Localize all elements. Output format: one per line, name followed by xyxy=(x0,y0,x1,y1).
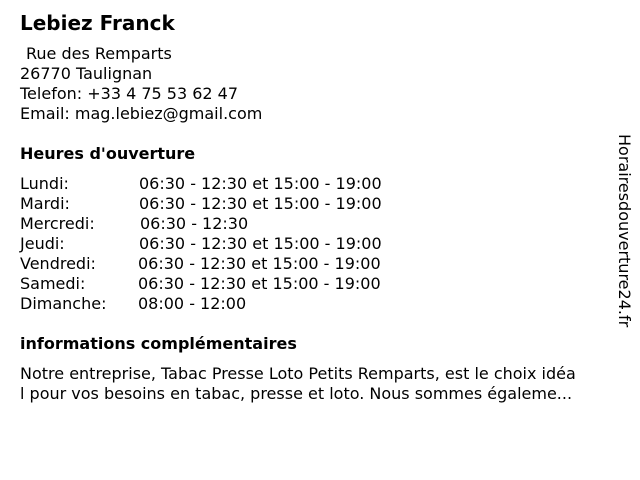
hours-row-thursday xyxy=(20,234,440,254)
description-line: l pour vos besoins en tabac, presse et loto. Nous sommes égaleme... xyxy=(20,384,573,403)
email-address: Email: mag.lebiez@gmail.com xyxy=(20,104,263,123)
day-label: Mardi: xyxy=(20,194,70,213)
day-label: Vendredi: xyxy=(20,254,96,273)
business-name: Lebiez Franck xyxy=(20,11,175,35)
day-label: Dimanche: xyxy=(20,294,107,313)
time-range: 08:00 - 12:00 xyxy=(138,294,247,313)
time-range: 06:30 - 12:30 xyxy=(140,214,249,233)
opening-hours-list xyxy=(20,174,440,314)
day-label: Mercredi: xyxy=(20,214,95,233)
additional-info-heading: informations complémentaires xyxy=(20,334,297,353)
hours-row-saturday xyxy=(20,274,440,294)
street-address: Rue des Remparts xyxy=(26,44,172,63)
time-range: 06:30 - 12:30 et 15:00 - 19:00 xyxy=(138,254,381,273)
day-label: Jeudi: xyxy=(20,234,65,253)
time-range: 06:30 - 12:30 et 15:00 - 19:00 xyxy=(139,234,382,253)
time-range: 06:30 - 12:30 et 15:00 - 19:00 xyxy=(139,194,382,213)
phone-number: Telefon: +33 4 75 53 62 47 xyxy=(20,84,239,103)
hours-row-tuesday xyxy=(20,194,440,214)
description-line: Notre entreprise, Tabac Presse Loto Petits Remparts, est le choix idéa xyxy=(20,364,576,383)
day-label: Samedi: xyxy=(20,274,86,293)
day-label: Lundi: xyxy=(20,174,69,193)
time-range: 06:30 - 12:30 et 15:00 - 19:00 xyxy=(139,174,382,193)
contact-block xyxy=(20,44,262,124)
hours-row-wednesday xyxy=(20,214,440,234)
time-range: 06:30 - 12:30 et 15:00 - 19:00 xyxy=(138,274,381,293)
business-description xyxy=(20,364,625,404)
opening-hours-heading: Heures d'ouverture xyxy=(20,144,196,163)
hours-row-friday xyxy=(20,254,440,274)
hours-row-monday xyxy=(20,174,440,194)
site-watermark: Horairesdouverture24.fr xyxy=(615,134,634,328)
city-postal: 26770 Taulignan xyxy=(20,64,153,83)
hours-row-sunday xyxy=(20,294,440,314)
